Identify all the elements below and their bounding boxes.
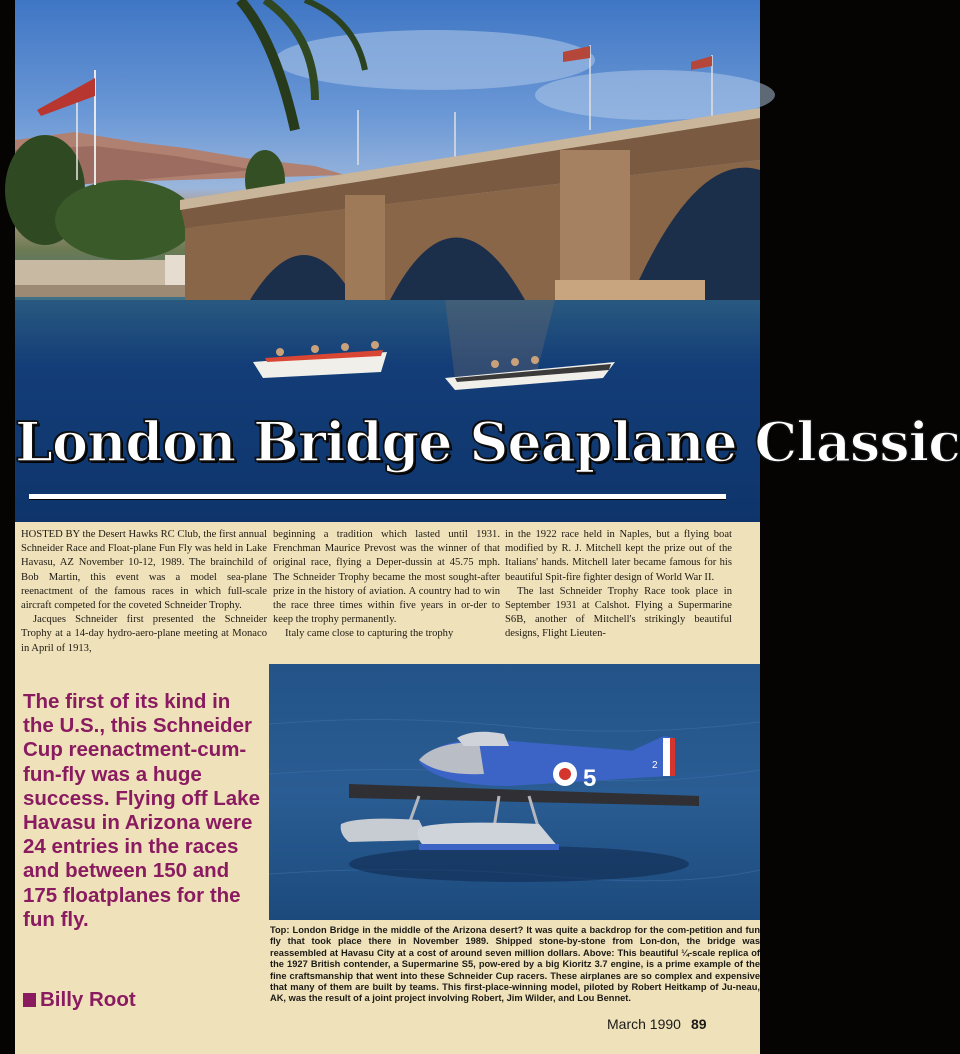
article-paragraph: Jacques Schneider first presented the Schneider Trophy at a 14-day hydro-aero-plane meeting at Monaco in April of 1913,: [21, 614, 267, 654]
article-paragraph: HOSTED BY the Desert Hawks RC Club, the first annual Schneider Race and Float-plane Fun Fly was held in Lake Havasu, AZ November 10-12, 1989. The brainchild of Bob Martin, this event was a model sea-plane reenactment of the famous races in which full-scale aircraft competed for the coveted Schneider Trophy.: [21, 529, 267, 612]
title-rule: [29, 494, 726, 499]
article-paragraph: Italy came close to capturing the trophy: [285, 628, 454, 640]
seaplane-illustration: [269, 664, 760, 920]
headline: London Bridge Seaplane Classic: [15, 410, 960, 474]
seaplane-photo: [269, 664, 760, 920]
page-footer: [607, 1016, 707, 1032]
article-column-3: [505, 528, 732, 642]
article-column-2: [273, 528, 500, 642]
square-bullet-icon: [23, 993, 36, 1007]
fin-number: 2: [652, 760, 658, 771]
photo-caption: Top: London Bridge in the middle of the Arizona desert? It was quite a backdrop for the com-petition and fun fly that took place there in November 1989. Shipped stone-by-stone from Lon-don, the bridge was reassembled at Havasu City at a cost of around seven million dollars. Above: This beautiful ¼-scale replica of the 1927 British contender, a Supermarine S5, pow-ered by a big Kioritz 3.7 engine, is a prime example of the fine craftsmanship that went into these Schneider Cup racers. These airplanes are so complex and expensive that many of them are built by teams. This first-place-winning model, piloted by Robert Heitkamp of Ju-neau, AK, was the result of a joint project involving Robert, Jim Wilder, and Lou Bennet.: [270, 925, 760, 1004]
page-number: 89: [690, 1016, 707, 1032]
issue-date: March 1990: [607, 1016, 681, 1032]
tail-number: 5: [583, 765, 597, 792]
article-column-1: [21, 528, 267, 656]
pull-quote: The first of its kind in the U.S., this Schneider Cup reenactment-cum-fun-fly was a huge success. Flying off Lake Havasu in Arizona were 24 entries in the races and between 150 and 175 floatplanes for the fun fly.: [23, 690, 260, 931]
article-paragraph: beginning a tradition which lasted until 1931. Frenchman Maurice Prevost was the winner of that original race, flying a Deper-dussin at 45.75 mph. The Schneider Trophy became the most sought-after prize in the history of aviation. A country had to win the race three times within five years in or-der to keep the trophy permanently.: [273, 529, 500, 626]
byline: [23, 988, 136, 1012]
magazine-page: [15, 0, 960, 1054]
article-paragraph: The last Schneider Trophy Race took place in September 1931 at Calshot. Flying a Supermarine S6B, another of Mitchell's strikingly beautiful designs, Flight Lieuten-: [505, 585, 732, 640]
article-paragraph: in the 1922 race held in Naples, but a flying boat modified by R. J. Mitchell kept the prize out of the Italians' hands. Mitchell later became famous for his beautiful Spit-fire fighter design of World War II.: [505, 529, 732, 583]
byline-name: Billy Root: [40, 988, 136, 1011]
london-bridge-photo: [15, 0, 960, 522]
